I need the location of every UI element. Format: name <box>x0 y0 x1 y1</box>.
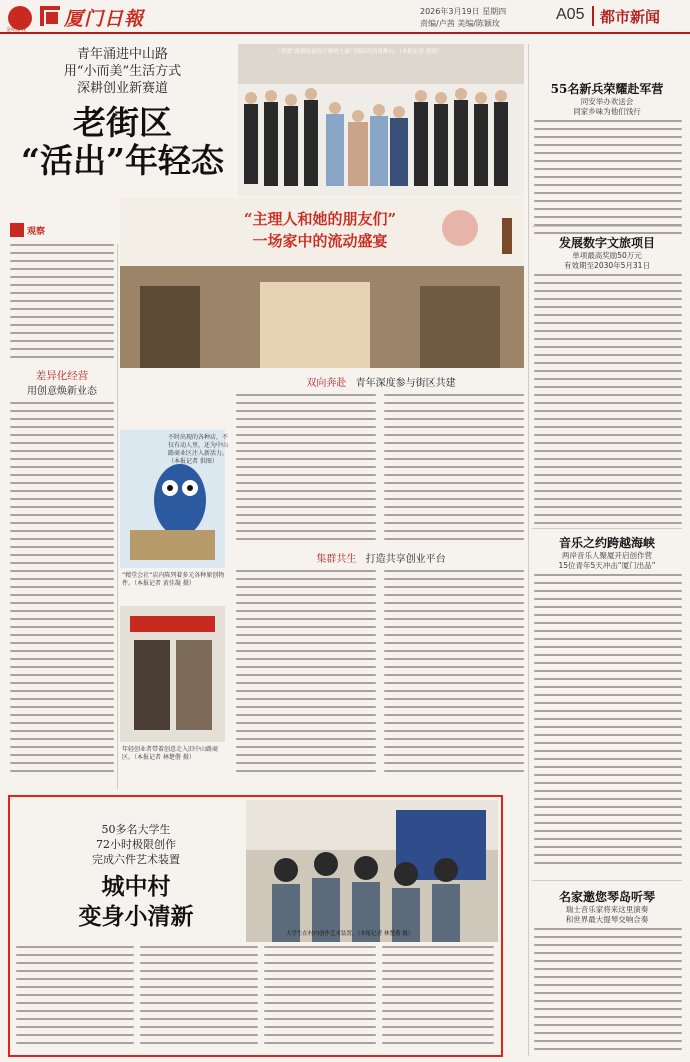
lead-headline-line: 老街区 <box>73 103 172 142</box>
masthead-logo: 厦门日報 <box>64 8 145 30</box>
runway-caption: “我愿”鼓舞原创设计师登上厦门国际时尚周舞台。（本报记者 供图） <box>278 49 443 55</box>
story-music-title: 音乐之约跨越海峡 <box>558 536 655 550</box>
column-tag <box>10 222 45 238</box>
banner-title-line: 一场家中的流动盛宴 <box>252 232 388 250</box>
story-digital-title: 发展数字文旅项目 <box>558 236 655 250</box>
seal-subtext: 金纸游戏 <box>6 27 27 33</box>
section-name: 都市新闻 <box>600 8 661 26</box>
story-music-sub1: 两岸音乐人聚厦开启创作营 <box>562 551 652 560</box>
story-recruits-body <box>534 120 682 240</box>
lead-body-text <box>10 244 114 364</box>
side-caption: 不时出现的各种店，不仅有动人里，还为中山路商业区注入新活力。（本报记者 供图） <box>168 434 229 465</box>
story-digital-sub2: 有效期至2030年5月31日 <box>564 261 650 270</box>
masthead-mark-icon <box>40 6 60 26</box>
right-divider <box>532 880 682 881</box>
story-digital-body <box>534 274 682 530</box>
feature-headline <box>36 872 236 932</box>
column-divider <box>117 244 118 789</box>
students-illustration <box>246 800 498 942</box>
subhead-cluster <box>236 550 526 565</box>
feature-kicker-line: 完成六件艺术装置 <box>92 853 180 866</box>
column-1-body <box>10 402 114 778</box>
feature-kicker-line: 72小时极限创作 <box>96 838 176 851</box>
runway-illustration <box>238 44 524 196</box>
page-number: A05 <box>556 6 585 23</box>
story-music-sub2: 15位青年5天冲击“厦门出品” <box>558 561 656 570</box>
feature-headline-line: 城中村 <box>101 873 171 900</box>
feature-body-1 <box>16 946 134 1050</box>
right-divider <box>532 226 682 227</box>
story-recruits-sub1: 同安举办欢送会 <box>580 97 634 106</box>
subhead-differentiation-sub: 用创意焕新业态 <box>27 386 97 397</box>
lead-kicker-line: 用“小而美”生活方式 <box>63 64 182 79</box>
story-cello-body <box>534 928 682 1056</box>
masthead <box>0 0 690 34</box>
feature-body-2 <box>140 946 258 1050</box>
subhead-differentiation: 差异化经营 <box>35 370 89 382</box>
story-cello-sub2: 和世界最大提琴交响合奏 <box>565 915 649 924</box>
story-cello-sub1: 瑞士音乐家将来这里演奏 <box>565 905 649 914</box>
story-cello-title: 名家邀您琴岛听琴 <box>558 890 655 904</box>
story-recruits-title: 55名新兵荣耀赴军营 <box>550 82 664 96</box>
middle-body-4 <box>384 570 524 778</box>
middle-body-2 <box>384 394 524 546</box>
display-caption: “精堂会社”店内陈列着多元各种原创物件。（本报记者 黄佳凝 摄） <box>122 572 225 587</box>
middle-body-3 <box>236 570 376 778</box>
issue-date: 2026年3月19日 星期四 <box>420 7 507 16</box>
lead-headline <box>10 104 235 180</box>
story-digital-sub1: 单项最高奖励50万元 <box>572 251 642 260</box>
column-tag-label: 观察 <box>27 226 46 237</box>
subhead-cluster-dark: 打造共享创业平台 <box>365 554 446 565</box>
students-photo <box>246 800 498 942</box>
subhead-two-way-dark: 青年深度参与街区共建 <box>355 378 456 389</box>
story-music-body <box>534 574 682 870</box>
column-tag-icon <box>10 223 24 237</box>
feature-kicker <box>36 822 236 867</box>
lead-headline-line: “活出”年轻态 <box>21 141 224 180</box>
banner-title-line: “主理人和她的朋友们” <box>243 210 397 228</box>
subhead-two-way <box>236 374 526 389</box>
students-caption: 大学生在村内创作艺术装置。（本报记者 林楚偕 摄） <box>286 931 414 937</box>
banner-title <box>150 208 490 252</box>
middle-body-1 <box>236 394 376 546</box>
banner-photo <box>120 198 524 368</box>
feature-headline-line: 变身小清新 <box>78 903 194 930</box>
story-recruits-sub2: 同家乡味为他们饯行 <box>573 107 641 116</box>
lead-kicker <box>10 46 235 97</box>
editor-line: 责编/卢茜 美编/陈颖玫 <box>420 19 500 28</box>
lead-kicker-line: 青年涌进中山路 <box>76 47 168 62</box>
right-column-divider <box>528 44 529 1056</box>
runway-photo <box>238 44 524 196</box>
right-divider <box>532 528 682 529</box>
feature-body-4 <box>382 946 494 1050</box>
shopfront-photo <box>120 606 225 742</box>
lead-kicker-line: 深耕创业新赛道 <box>76 81 168 96</box>
masthead-divider <box>592 6 594 26</box>
feature-kicker-line: 50多名大学生 <box>101 823 171 836</box>
shopfront-illustration <box>120 606 225 742</box>
subhead-cluster-red: 集群共生 <box>316 554 357 565</box>
feature-body-3 <box>264 946 376 1050</box>
subhead-two-way-red: 双向奔赴 <box>306 378 347 389</box>
shopfront-caption: 年轻创业者带着创意走入旧中山路商区。（本报记者 林楚偕 摄） <box>122 746 219 761</box>
